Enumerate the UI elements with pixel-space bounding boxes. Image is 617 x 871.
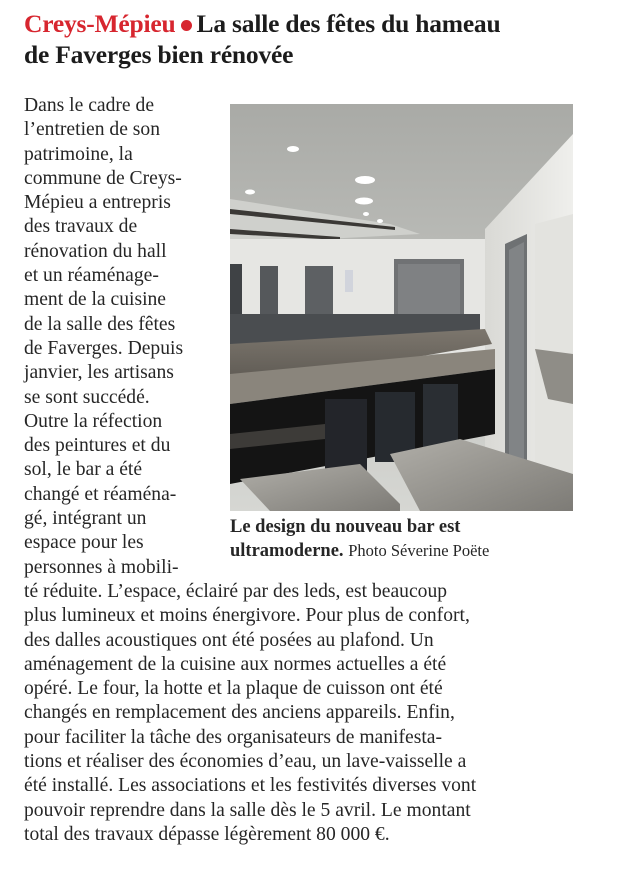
body-line: et un réaménage- — [24, 265, 159, 287]
photo-credit: Photo Séverine Poëte — [348, 541, 490, 560]
body-line: sol, le bar a été — [24, 459, 143, 481]
article-body-full-width — [24, 580, 604, 847]
body-line: de la salle des fêtes — [24, 313, 176, 335]
location-kicker: Creys-Mépieu — [24, 9, 176, 38]
body-line: rénovation du hall — [24, 240, 167, 262]
headline-title-part-1: La salle des fêtes du hameau — [196, 9, 501, 38]
body-line: Outre la réfection — [24, 410, 163, 432]
body-line: pour faciliter la tâche des organisateurs de manifesta- — [24, 726, 443, 748]
caption-bold-line-1: Le design du nouveau bar est — [230, 517, 461, 537]
body-line: des dalles acoustiques ont été posées au plafond. Un — [24, 629, 434, 651]
body-line: plus lumineux et moins énergivore. Pour plus de confort, — [24, 605, 470, 627]
body-line: été installé. Les associations et les festivités diverses vont — [24, 775, 477, 797]
body-line: personnes à mobili- — [24, 556, 179, 578]
body-line: changés en remplacement des anciens appareils. Enfin, — [24, 702, 455, 724]
body-line: opéré. Le four, la hotte et la plaque de cuisson ont été — [24, 678, 443, 700]
article-headline — [24, 8, 604, 70]
body-line: changé et réaména- — [24, 483, 177, 505]
body-line: l’entretien de son — [24, 119, 161, 141]
body-line: ment de la cuisine — [24, 289, 167, 311]
photo-caption — [230, 515, 610, 563]
body-line: de Faverges. Depuis — [24, 337, 184, 359]
caption-bold-line-2: ultramoderne. — [230, 541, 344, 561]
body-line: tions et réaliser des économies d’eau, un lave-vaisselle a — [24, 751, 467, 773]
article-body-column — [24, 94, 224, 580]
body-line: Dans le cadre de — [24, 95, 155, 116]
body-line: se sont succédé. — [24, 386, 150, 408]
body-line: total des travaux dépasse légèrement 80 000 €. — [24, 823, 390, 845]
article-photo-bar-interior — [230, 104, 573, 511]
body-line: des peintures et du — [24, 435, 171, 457]
body-line: des travaux de — [24, 216, 138, 238]
headline-line-1 — [24, 8, 604, 39]
body-line: espace pour les — [24, 532, 144, 554]
body-line: pouvoir reprendre dans la salle dès le 5 avril. Le montant — [24, 799, 471, 821]
body-line: janvier, les artisans — [24, 362, 174, 384]
body-line: commune de Creys- — [24, 167, 182, 189]
body-line: gé, intégrant un — [24, 508, 147, 530]
body-line: Mépieu a entrepris — [24, 192, 171, 214]
headline-title-part-2: de Faverges bien rénovée — [24, 40, 294, 69]
body-line: té réduite. L’espace, éclairé par des leds, est beaucoup — [24, 581, 448, 602]
bullet-dot-icon — [181, 20, 192, 31]
body-line: aménagement de la cuisine aux normes actuelles a été — [24, 653, 447, 675]
body-line: patrimoine, la — [24, 143, 133, 165]
photo-illustration — [230, 104, 573, 511]
